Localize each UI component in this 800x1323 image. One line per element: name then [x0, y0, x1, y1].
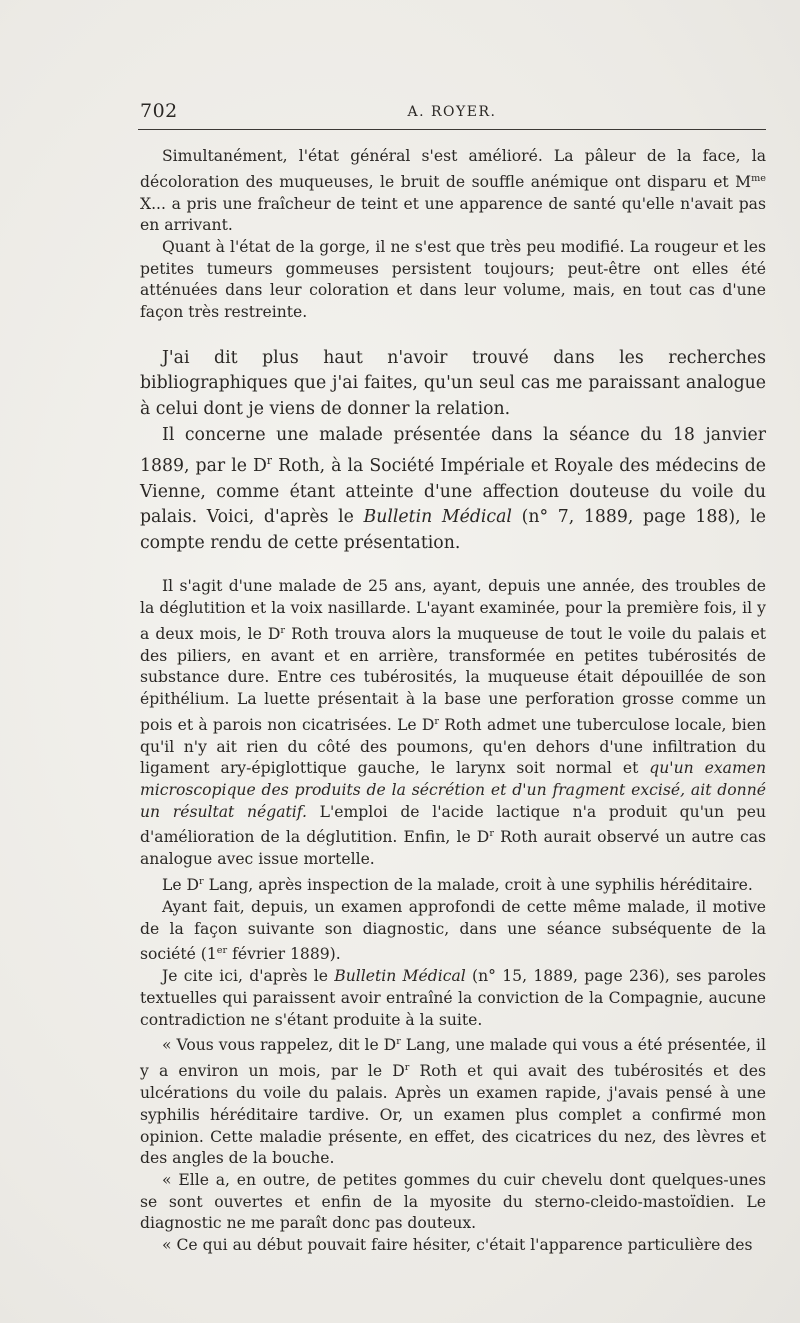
- header-rule: [138, 129, 766, 130]
- superscript: me: [751, 172, 766, 184]
- text-run: « Vous vous rappelez, dit le D: [162, 1036, 397, 1055]
- text-run: Ayant fait, depuis, un examen approfondi de cette même malade, il motive de la façon suivante son diagnostic, dans une séance subséquente de la société (1: [140, 897, 766, 964]
- superscript: r: [199, 876, 204, 888]
- text-run: « Elle a, en outre, de petites gommes du cuir chevelu dont quelques-unes se sont ouvertes et enfin de la myosite du sterno-cleido-mastoïdien. Le diagnostic ne me paraît donc pas douteux.: [140, 1170, 766, 1233]
- text-run: Il concerne une malade présentée dans la séance du 18 janvier 1889, par le D: [140, 424, 766, 476]
- italic-text: qu'un examen microscopique des produits de la sécrétion et d'un fragment excisé, ait donné un résultat négatif.: [140, 759, 767, 821]
- text-run: Roth aurait observé un autre cas analogue avec issue mortelle.: [140, 828, 766, 869]
- superscript: r: [489, 828, 494, 840]
- text-run: Lang, après inspection de la malade, croit à une syphilis héréditaire.: [203, 876, 753, 895]
- text-run: L'emploi de l'acide lactique n'a produit qu'un peu d'amélioration de la déglutition. Enfin, le D: [140, 802, 766, 847]
- paragraph: [140, 346, 766, 423]
- running-head: A. ROYER.: [407, 104, 497, 120]
- paragraph: [140, 966, 766, 1031]
- text-run: Quant à l'état de la gorge, il ne s'est que très peu modifié. La rougeur et les petites tumeurs gommeuses persistent toujours; peut-être ont elles été atténuées dans leur coloration et dans leur volume, mais, en tout cas d'une façon très restreinte.: [140, 238, 766, 322]
- text-run: Je cite ici, d'après le: [162, 967, 335, 986]
- paragraph: [140, 1031, 766, 1170]
- superscript: r: [434, 715, 440, 727]
- page-body: [140, 146, 766, 1257]
- superscript: r: [266, 454, 273, 468]
- superscript: r: [396, 1036, 401, 1048]
- text-run: X... a pris une fraîcheur de teint et une apparence de santé qu'elle n'avait pas en arrivant.: [140, 194, 766, 235]
- text-run: Simultanément, l'état général s'est amélioré. La pâleur de la face, la décoloration des muqueuses, le bruit de souffle anémique ont disparu et M: [140, 147, 766, 191]
- page-number: 702: [140, 100, 178, 122]
- text-run: Le D: [162, 876, 200, 895]
- italic-text: Bulletin Médical: [334, 967, 466, 986]
- text-run: Roth et qui avait des tubérosités et des ulcérations du voile du palais. Après un examen rapide, j'avais pensé à une syphilis héréditaire tardive. Or, un examen plus complet a confirmé mon opinion. Cette maladie présente, en effet, des cicatrices du nez, des lèvres et des angles de la bouche.: [140, 1062, 766, 1168]
- page-header: [140, 100, 764, 124]
- text-run: (n° 15, 1889, page 236), ses paroles textuelles qui paraissent avoir entraîné la conviction de la Compagnie, aucune contradiction ne s'étant produite à la suite.: [140, 967, 767, 1029]
- text-run: Roth trouva alors la muqueuse de tout le voile du palais et des piliers, en avant et en arrière, transformée en petites tubérosités de substance dure. Entre ces tubérosités, la muqueuse était dépouillée de son épithélium. La luette présentait à la base une perforation grosse comme un pois et à parois non cicatrisées. Le D: [140, 624, 767, 734]
- text-run: février 1889).: [227, 945, 341, 964]
- paragraph: [140, 576, 766, 871]
- text-run: Roth admet une tuberculose locale, bien qu'il n'y ait rien du côté des poumons, qu'en dehors d'une infiltration du ligament ary-épiglottique gauche, le larynx soit normal et: [140, 715, 767, 778]
- text-run: Roth, à la Société Impériale et Royale des médecins de Vienne, comme étant atteinte d'une affection douteuse du voile du palais. Voici, d'après le: [140, 455, 766, 528]
- text-run: Lang, une malade qui vous a été présentée, il y a environ un mois, par le D: [140, 1036, 766, 1081]
- italic-text: Bulletin Médical: [363, 507, 512, 528]
- superscript: r: [280, 624, 286, 636]
- paragraph: [140, 423, 766, 557]
- paragraph: [140, 146, 766, 237]
- paragraph: [140, 237, 766, 324]
- text-run: Il s'agit d'une malade de 25 ans, ayant, depuis une année, des troubles de la déglutition et la voix nasillarde. L'ayant examinée, pour la première fois, il y a deux mois, le D: [140, 577, 766, 643]
- text-run: (n° 7, 1889, page 188), le compte rendu de cette présentation.: [140, 507, 766, 553]
- text-run: « Ce qui au début pouvait faire hésiter, c'était l'apparence particulière des: [162, 1236, 753, 1255]
- paragraph: [140, 871, 766, 897]
- superscript: r: [404, 1062, 410, 1074]
- paragraph: [140, 1170, 766, 1235]
- text-run: J'ai dit plus haut n'avoir trouvé dans les recherches bibliographiques que j'ai faites, qu'un seul cas me paraissant analogue à celui dont je viens de donner la relation.: [140, 347, 766, 419]
- paragraph: [140, 1235, 766, 1257]
- superscript: er: [216, 945, 228, 957]
- paragraph: [140, 897, 766, 966]
